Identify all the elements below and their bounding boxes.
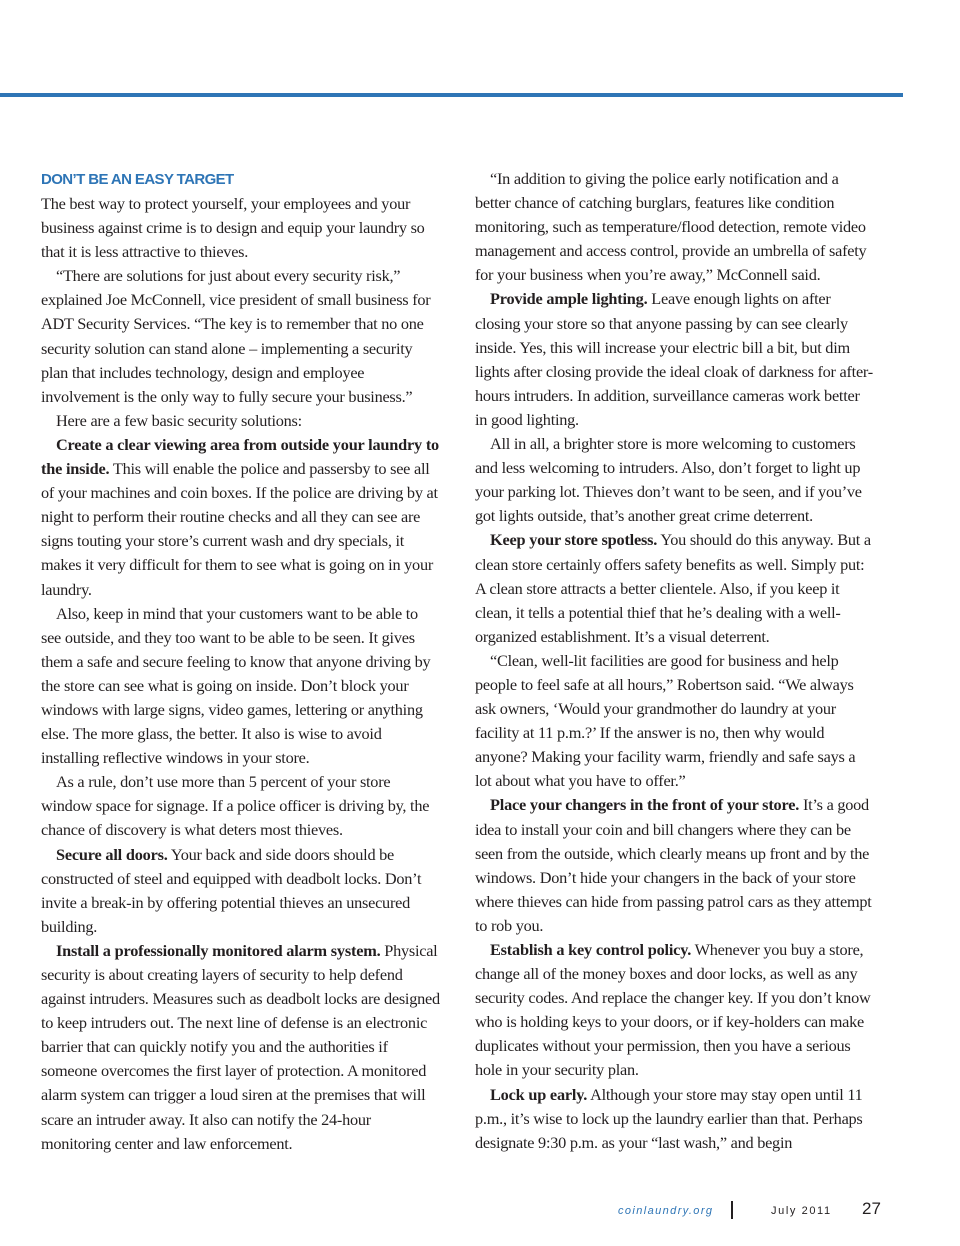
footer-divider (731, 1201, 733, 1219)
paragraph-body: It’s a good idea to install your coin and bill changers where they can be seen from the outside, which clearly means up front and by the windows. Don’t hide your changers in the back of your store where thieves can hide from passing patrol cars as they attempt to rob you. (475, 795, 872, 935)
article-column-right (475, 167, 875, 1155)
paragraph-body: This will enable the police and passersby to see all of your machines and coin boxes. If the police are driving by at night to perform their routine checks and all they can see are signs touting your store’s current wash and dry specials, it makes it very difficult for them to see what is going on in your laundry. (41, 459, 438, 599)
header-rule (0, 93, 903, 97)
paragraph (475, 1083, 875, 1155)
paragraph (41, 843, 441, 939)
paragraph-body: You should do this anyway. But a clean store certainly offers safety benefits as well. Simply put: A clean store attracts a better clientele. Also, if you keep it clean, it tells a potential thief that he’s dealing with a well-organized establishment. It’s a visual deterrent. (475, 530, 871, 646)
paragraph (475, 528, 875, 648)
article-column-left (41, 167, 441, 1156)
paragraph-lead: Lock up early. (490, 1084, 588, 1104)
page-footer (0, 1200, 960, 1224)
paragraph (475, 938, 875, 1083)
paragraph (41, 939, 441, 1156)
paragraph-body: Your back and side doors should be constructed of steel and equipped with deadbolt locks. Don’t invite a break-in by offering potential thieves an unsecured building. (41, 844, 422, 936)
paragraph-body: Although your store may stay open until 11 p.m., it’s wise to lock up the laundry earlier than that. Perhaps designate 9:30 p.m. as your “last wash,” and begin (475, 1084, 863, 1152)
paragraph-lead: Provide ample lighting. (490, 289, 648, 309)
paragraph-body: Whenever you buy a store, change all of the money boxes and door locks, as well as any security codes. And replace the changer key. If you don’t know who is holding keys to your doors, or if key-holders can make duplicates without your permission, then you have a serious hole in your security plan. (475, 940, 871, 1080)
paragraph: “In addition to giving the police early notification and a better chance of catching burglars, features like condition monitoring, such as temperature/flood detection, remote video management and access control, provide an umbrella of safety for your business when you’re away,” McConnell said. (475, 169, 867, 285)
paragraph: The best way to protect yourself, your employees and your business against crime is to design and equip your laundry so that it is less attractive to thieves. (41, 194, 425, 262)
page-number: 27 (862, 1199, 881, 1218)
paragraph-lead: Secure all doors. (56, 844, 168, 864)
paragraph-lead: Keep your store spotless. (490, 530, 658, 550)
paragraph (475, 287, 875, 432)
footer-issue-date: July 2011 (771, 1205, 832, 1217)
paragraph: Also, keep in mind that your customers want to be able to see outside, and they too want to be able to be seen. It gives them a safe and secure feeling to know that anyone driving by the store can see what is going on inside. Don’t block your windows with large signs, video games, lettering or anything else. The more glass, the better. It also is wise to avoid installing reflective windows in your store. (41, 603, 431, 768)
paragraph: Here are a few basic security solutions: (56, 410, 302, 430)
paragraph: All in all, a brighter store is more welcoming to customers and less welcoming to intruders. Also, don’t forget to light up your parking lot. Thieves don’t want to be seen, and if you’ve got lights outside, that’s another great crime deterrent. (475, 434, 862, 526)
paragraph-body: Physical security is about creating layers of security to help defend against intruders. Measures such as deadbolt locks are designed to keep intruders out. The next line of defense is an electronic barrier that can quickly notify you and the authorities if someone overcomes the first layer of protection. A monitored alarm system can trigger a loud siren at the premises that will scare an intruder away. It also can notify the 24-hour monitoring center and law enforcement. (41, 940, 440, 1153)
paragraph: “There are solutions for just about every security risk,” explained Joe McConnell, vice president of small business for ADT Security Services. “The key is to remember that no one security solution can stand alone – implementing a security plan that includes technology, design and employee involvement is the only way to fully secure your business.” (41, 266, 431, 406)
paragraph-lead: Install a professionally monitored alarm system. (56, 940, 381, 960)
footer-site-url: coinlaundry.org (618, 1205, 714, 1217)
paragraph-lead: Place your changers in the front of your store. (490, 795, 800, 815)
paragraph-lead: Create a clear viewing area from outside your laundry to the inside. (41, 434, 439, 479)
paragraph: “Clean, well-lit facilities are good for business and help people to feel safe at all hours,” Robertson said. “We always ask owners, ‘Would your grandmother do laundry at your facility at 11 p.m.?’ If the answer is no, then why would anyone? Making your facility warm, friendly and safe says a lot about what you have to offer.” (475, 650, 856, 791)
paragraph-lead: Establish a key control policy. (490, 940, 692, 959)
paragraph (475, 793, 875, 938)
section-heading: DON’T BE AN EASY TARGET (41, 171, 234, 188)
paragraph: As a rule, don’t use more than 5 percent of your store window space for signage. If a police officer is driving by, the chance of discovery is what deters most thieves. (41, 772, 430, 840)
paragraph-body: Leave enough lights on after closing your store so that anyone passing by can see clearly inside. Yes, this will increase your electric bill a bit, but dim lights after closing provide the ideal cloak of darkness for after-hours intruders. In addition, surveillance cameras work better in good lighting. (475, 289, 873, 429)
paragraph (41, 433, 441, 602)
